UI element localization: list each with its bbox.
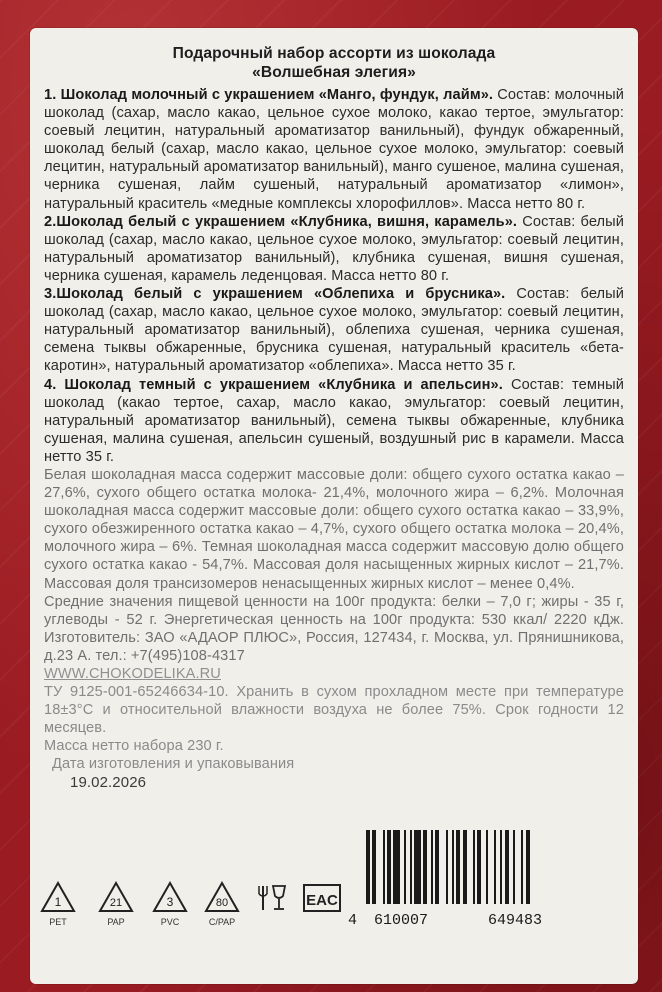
title-line-2: «Волшебная элегия» [252, 64, 416, 81]
recycle-pap-icon [96, 880, 136, 927]
barcode-bar [513, 830, 515, 904]
barcode-left-group: 610007 [374, 912, 429, 929]
item-2 [44, 213, 624, 285]
item-3 [44, 285, 624, 375]
recycle-pap-code: PAP [107, 917, 125, 927]
item-4-text: Состав: темный шоколад (какао тертое, сахар, масло какао, эмульгатор: соевый лецитин, натуральный ароматизатор ванильный), семена тыквы обжаренные, клубника сушеная, малина сушеная, апельсин сушеный, воздушный рис в карамели. Масса нетто 35 г. [44, 376, 625, 465]
nutrition-and-manufacturer: Средние значения пищевой ценности на 100г продукта: белки – 7,0 г; жиры - 35 г, углеводы - 52 г. Энергетическая ценность на 100г продукта: 530 ккал/ 2220 кДж. Изготовитель: ЗАО «АДАОР ПЛЮС», Россия, 127434, г. Москва, ул. Прянишникова, д.23 А. тел.: +7(495)108-4317 [44, 593, 624, 664]
recycle-pap-number: 21 [109, 897, 123, 909]
barcode-bar [366, 830, 370, 904]
item-4 [44, 376, 624, 466]
recycle-pet-number: 1 [54, 895, 62, 909]
item-3-heading: 3.Шоколад белый с украшением «Облепиха и брусника». [44, 286, 506, 303]
item-1-heading: 1. Шоколад молочный с украшением «Манго, фундук, лайм». [44, 87, 494, 103]
item-2-text: Состав: белый шоколад (сахар, масло какао, цельное сухое молоко, эмульгатор: соевый лецитин, натуральный ароматизатор ванильный), клубника сушеная, вишня сушеная, черника сушеная, карамель леденцовая. Масса нетто 80 г. [44, 213, 625, 284]
barcode-bar [494, 830, 496, 904]
date-value: 19.02.2026 [70, 773, 147, 791]
ean13-barcode [348, 830, 588, 942]
barcode-bar [521, 830, 523, 904]
barcode-bar [446, 830, 448, 904]
fork-glass-icon [252, 880, 292, 916]
barcode-bar [383, 830, 385, 904]
net-mass-set: Масса нетто набора 230 г. [44, 738, 224, 755]
item-1-text: Состав: молочный шоколад (сахар, масло какао, цельное сухое молоко, какао тертое, эмульгатор: соевый лецитин, натуральный ароматизатор ванильный), фундук обжаренный, шоколад белый (сахар, масло какао, цельное сухое молоко, эмульгатор: соевый лецитин, натуральный ароматизатор ванильный), манго сушеное, малина сушеная, черника сушеная, лайм сушеный, натуральный ароматизатор «лимон», натуральный краситель «медные комплексы хлорофиллов». Масса нетто 80 г. [44, 87, 624, 212]
storage-conditions: ТУ 9125-001-65246634-10. Хранить в сухом прохладном месте при температуре 18±3°C и относительной влажности воздуха не более 75%. Срок годности 12 месяцев. [44, 684, 624, 737]
barcode-bar [526, 830, 530, 904]
recycle-cpap-icon [202, 880, 242, 927]
item-1 [44, 86, 624, 213]
barcode-bar [410, 830, 412, 904]
barcode-bar [435, 830, 439, 904]
barcode-bar [404, 830, 406, 904]
barcode-bar [431, 830, 433, 904]
barcode-right-group: 649483 [488, 912, 543, 929]
barcode-bar [452, 830, 454, 904]
barcode-bar [414, 830, 420, 904]
barcode-bar [423, 830, 427, 904]
item-3-text: Состав: белый шоколад (сахар, масло какао, цельное сухое молоко, эмульгатор: соевый лецитин, натуральный ароматизатор ванильный), облепиха сушеная, черника сушеная, семена тыквы обжаренные, брусника сушеная, натуральный краситель «бета-каротин», натуральный ароматизатор «облепиха». Масса нетто 35 г. [44, 286, 625, 375]
barcode-bar [456, 830, 460, 904]
barcode-bar [477, 830, 481, 904]
recycle-pet-code: PET [49, 917, 67, 927]
barcode-bar [486, 830, 488, 904]
barcode-bar [463, 830, 467, 904]
recycling-icons [16, 880, 346, 960]
recycle-cpap-number: 80 [215, 897, 229, 909]
date-label: Дата изготовления и упаковывания [52, 756, 295, 773]
item-2-heading: 2.Шоколад белый с украшением «Клубника, вишня, карамель». [44, 213, 518, 230]
barcode-bar [500, 830, 502, 904]
eac-mark-icon [302, 880, 342, 916]
barcode-bar [473, 830, 475, 904]
barcode-bar [505, 830, 509, 904]
recycle-cpap-code: C/PAP [208, 917, 236, 927]
title-line-1: Подарочный набор ассорти из шоколада [172, 45, 496, 62]
barcode-bar [372, 830, 376, 904]
website-link[interactable]: WWW.CHOKODELIKA.RU [44, 666, 221, 682]
barcode-first-digit: 4 [348, 912, 358, 929]
recycle-pet-icon [38, 880, 78, 927]
barcode-bars [366, 830, 582, 904]
label-title [44, 44, 624, 82]
barcode-bar [387, 830, 391, 904]
recycle-pvc-number: 3 [166, 895, 174, 909]
recycle-pvc-icon [150, 880, 190, 927]
item-4-heading: 4. Шоколад темный с украшением «Клубника и апельсин». [44, 376, 503, 393]
barcode-bar [393, 830, 399, 904]
mass-fractions: Белая шоколадная масса содержит массовые доли: общего сухого остатка какао – 27,6%, сухого общего остатка молока- 21,4%, молочного жира – 6,2%. Молочная шоколадная масса содержит массовые доли: общего сухого остатка какао – 33,9%, сухого обезжиренного остатка какао – 4,7%, сухого общего остатка молока – 20,4%, молочного жира – 6%. Темная шоколадная масса содержит массовую долю общего сухого остатка какао - 54,7%. Массовая доля насыщенных жирных кислот – 21,7%. Массовая доля трансизомеров ненасыщенных жирных кислот – менее 0,4%. [44, 466, 624, 592]
recycle-pvc-code: PVC [160, 917, 180, 927]
eac-mark-text: EAC [306, 892, 338, 909]
